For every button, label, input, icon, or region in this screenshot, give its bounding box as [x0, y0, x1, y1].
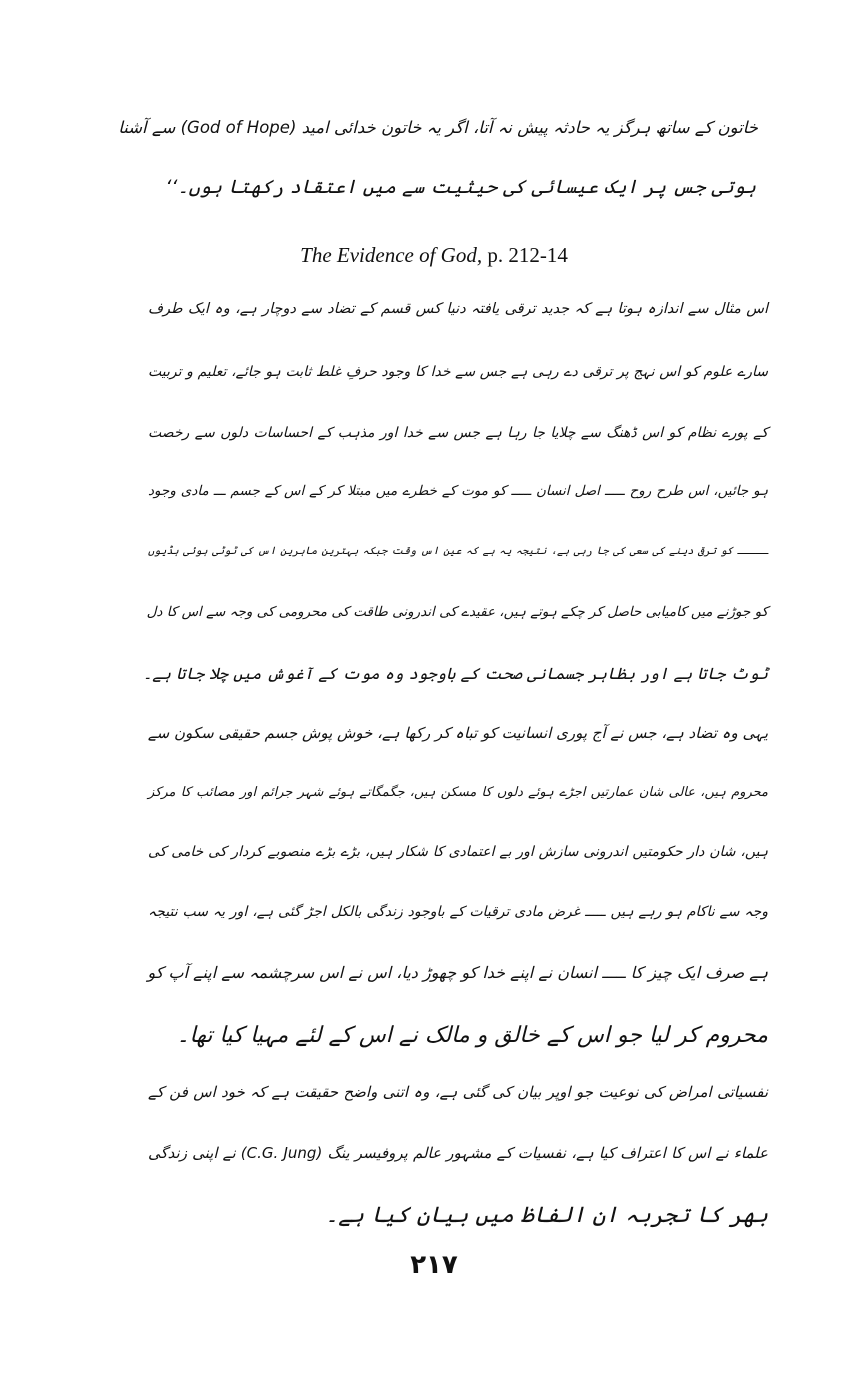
- paragraph-2-line: یہی وہ تضاد ہے، جس نے آج پوری انسانیت کو تباہ کر رکھا ہے، خوش پوش جسم حقیقی سکون سے: [147, 724, 768, 742]
- paragraph-2-line: ہے صرف ایک چیز کا ـــــ انسان نے اپنے خدا کو چھوڑ دیا، اس نے اس سرچشمہ سے اپنے آپ کو: [147, 963, 768, 982]
- paragraph-1-line: سارے علوم کو اس نہج پر ترقی دے رہی ہے جس سے خدا کا وجود حرفِ غلط ثابت ہو جائے، تعلیم و تربیت: [148, 364, 768, 380]
- citation: [0, 243, 868, 268]
- citation-pages: p. 212-14: [482, 243, 568, 267]
- paragraph-3-line: علماء نے اس کا اعتراف کیا ہے، نفسیات کے مشہور عالم پروفیسر ینگ (C.G. Jung) نے اپنی زندگی: [148, 1144, 768, 1162]
- page-number: ۲۱۷: [410, 1250, 458, 1280]
- quote-line-2: ہوتی جس پر ایک عیسائی کی حیثیت سے میں اعتقاد رکھتا ہوں۔‘‘: [165, 176, 756, 198]
- paragraph-3-line: بھر کا تجربہ ان الفاظ میں بیان کیا ہے۔: [325, 1203, 768, 1228]
- paragraph-2-line: محروم ہیں، عالی شان عمارتیں اجڑے ہوئے دلوں کا مسکن ہیں، جگمگاتے ہوئے شہر جرائم اور مصائب کا مرکز: [148, 785, 768, 800]
- paragraph-1-line: اس مثال سے اندازہ ہوتا ہے کہ جدید ترقی یافتہ دنیا کس قسم کے تضاد سے دوچار ہے، وہ ایک طرف: [148, 301, 768, 317]
- paragraph-1-line: ٹوٹ جاتا ہے اور بظاہر جسمانی صحت کے باوجود وہ موت کے آغوش میں چلا جاتا ہے۔: [142, 664, 768, 683]
- paragraph-1-line: ـــــ کو ترقی دینے کی سعی کی جا رہی ہے، نتیجہ یہ ہے کہ عین اس وقت جبکہ بہترین ماہرین اس کی ٹوٹی ہوئی ہڈیوں: [148, 545, 768, 557]
- paragraph-1-line: ہو جائیں، اس طرح روح ـــــ اصل انسان ـــــ کو موت کے خطرے میں مبتلا کر کے اس کے جسم ـــ مادی وجود: [148, 483, 768, 499]
- quote-line-1: خاتون کے ساتھ ہرگز یہ حادثہ پیش نہ آتا، اگر یہ خاتون خدائی امید (God of Hope) سے آشنا: [118, 118, 758, 137]
- paragraph-2-line: وجہ سے ناکام ہو رہے ہیں ـــــ غرض مادی ترقیات کے باوجود زندگی بالکل اجڑ گئی ہے، اور یہ سب نتیجہ: [148, 904, 768, 920]
- paragraph-2-line: ہیں، شان دار حکومتیں اندرونی سازش اور بے اعتمادی کا شکار ہیں، بڑے بڑے منصوبے کردار کی خامی کی: [148, 844, 768, 860]
- paragraph-3-line: نفسیاتی امراض کی نوعیت جو اوپر بیان کی گئی ہے، وہ اتنی واضح حقیقت ہے کہ خود اس فن کے: [148, 1083, 768, 1101]
- citation-title: The Evidence of God,: [300, 243, 483, 267]
- paragraph-1-line: کے پورے نظام کو اس ڈھنگ سے چلایا جا رہا ہے جس سے خدا اور مذہب کے احساسات دلوں سے رخصت: [148, 425, 768, 441]
- paragraph-1-line: کو جوڑنے میں کامیابی حاصل کر چکے ہوتے ہیں، عقیدے کی اندرونی طاقت کی محرومی کی وجہ سے اس کا دل: [146, 604, 768, 620]
- paragraph-2-line: محروم کر لیا جو اس کے خالق و مالک نے اس کے لئے مہیا کیا تھا۔: [176, 1023, 768, 1048]
